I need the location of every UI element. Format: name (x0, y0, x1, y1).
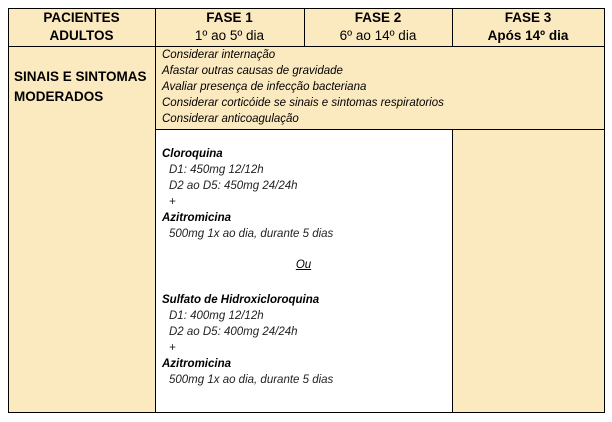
header-fase1 (155, 9, 304, 45)
recommendation-item: Considerar anticoagulação (162, 113, 299, 125)
header-fase2-title: FASE 2 (354, 10, 402, 25)
regimen2-plus: + (169, 342, 176, 354)
header-fase1-days: 1º ao 5º dia (194, 28, 265, 43)
column-divider-1 (155, 8, 156, 413)
regimen1-dose2: 500mg 1x ao dia, durante 5 dias (169, 228, 334, 240)
regimen1-dose1-d1: D1: 450mg 12/12h (169, 164, 264, 176)
recommendation-item: Considerar corticóide se sinais e sintomas respiratorios (162, 97, 444, 109)
regimen2-drug1: Sulfato de Hidroxicloroquina (162, 294, 320, 306)
regimen1-dose1-d2: D2 ao D5: 450mg 24/24h (169, 180, 298, 192)
column-divider-3-body (452, 129, 453, 413)
regimen2-drug2: Azitromicina (162, 358, 232, 370)
row-label-line1: SINAIS E SINTOMAS (14, 69, 147, 84)
row-label-line2: MODERADOS (14, 89, 104, 104)
header-fase3-title: FASE 3 (504, 10, 552, 25)
recommendation-item: Avaliar presença de infecção bacteriana (162, 81, 367, 93)
table-border-bottom (8, 412, 605, 413)
recommendation-item: Afastar outras causas de gravidade (162, 65, 343, 77)
fase3-body-cell (452, 129, 604, 412)
regimen1-drug2: Azitromicina (162, 212, 232, 224)
row-label (14, 67, 154, 107)
header-fase3-days: Após 14º dia (487, 28, 569, 43)
recommendations-list (162, 47, 602, 127)
header-pacientes-line2: ADULTOS (49, 28, 114, 43)
table-border-left (8, 8, 9, 413)
header-pacientes-line1: PACIENTES (43, 10, 120, 25)
header-fase2 (304, 9, 452, 45)
or-label: Ou (295, 259, 312, 271)
regimen2-dose2: 500mg 1x ao dia, durante 5 dias (169, 374, 334, 386)
header-fase3 (452, 9, 604, 45)
regimen1-drug1: Cloroquina (162, 148, 223, 160)
regimen2-dose1-d1: D1: 400mg 12/12h (169, 310, 264, 322)
regimen1-plus: + (169, 196, 176, 208)
recommendations-divider (155, 129, 605, 130)
regimen-2 (162, 292, 450, 388)
header-pacientes (8, 9, 155, 45)
recommendation-item: Considerar internação (162, 49, 276, 61)
table-border-right (604, 8, 605, 413)
header-fase2-days: 6º ao 14º dia (339, 28, 417, 43)
regimen-1 (162, 146, 450, 242)
regimen2-dose1-d2: D2 ao D5: 400mg 24/24h (169, 326, 298, 338)
header-fase1-title: FASE 1 (206, 10, 253, 25)
